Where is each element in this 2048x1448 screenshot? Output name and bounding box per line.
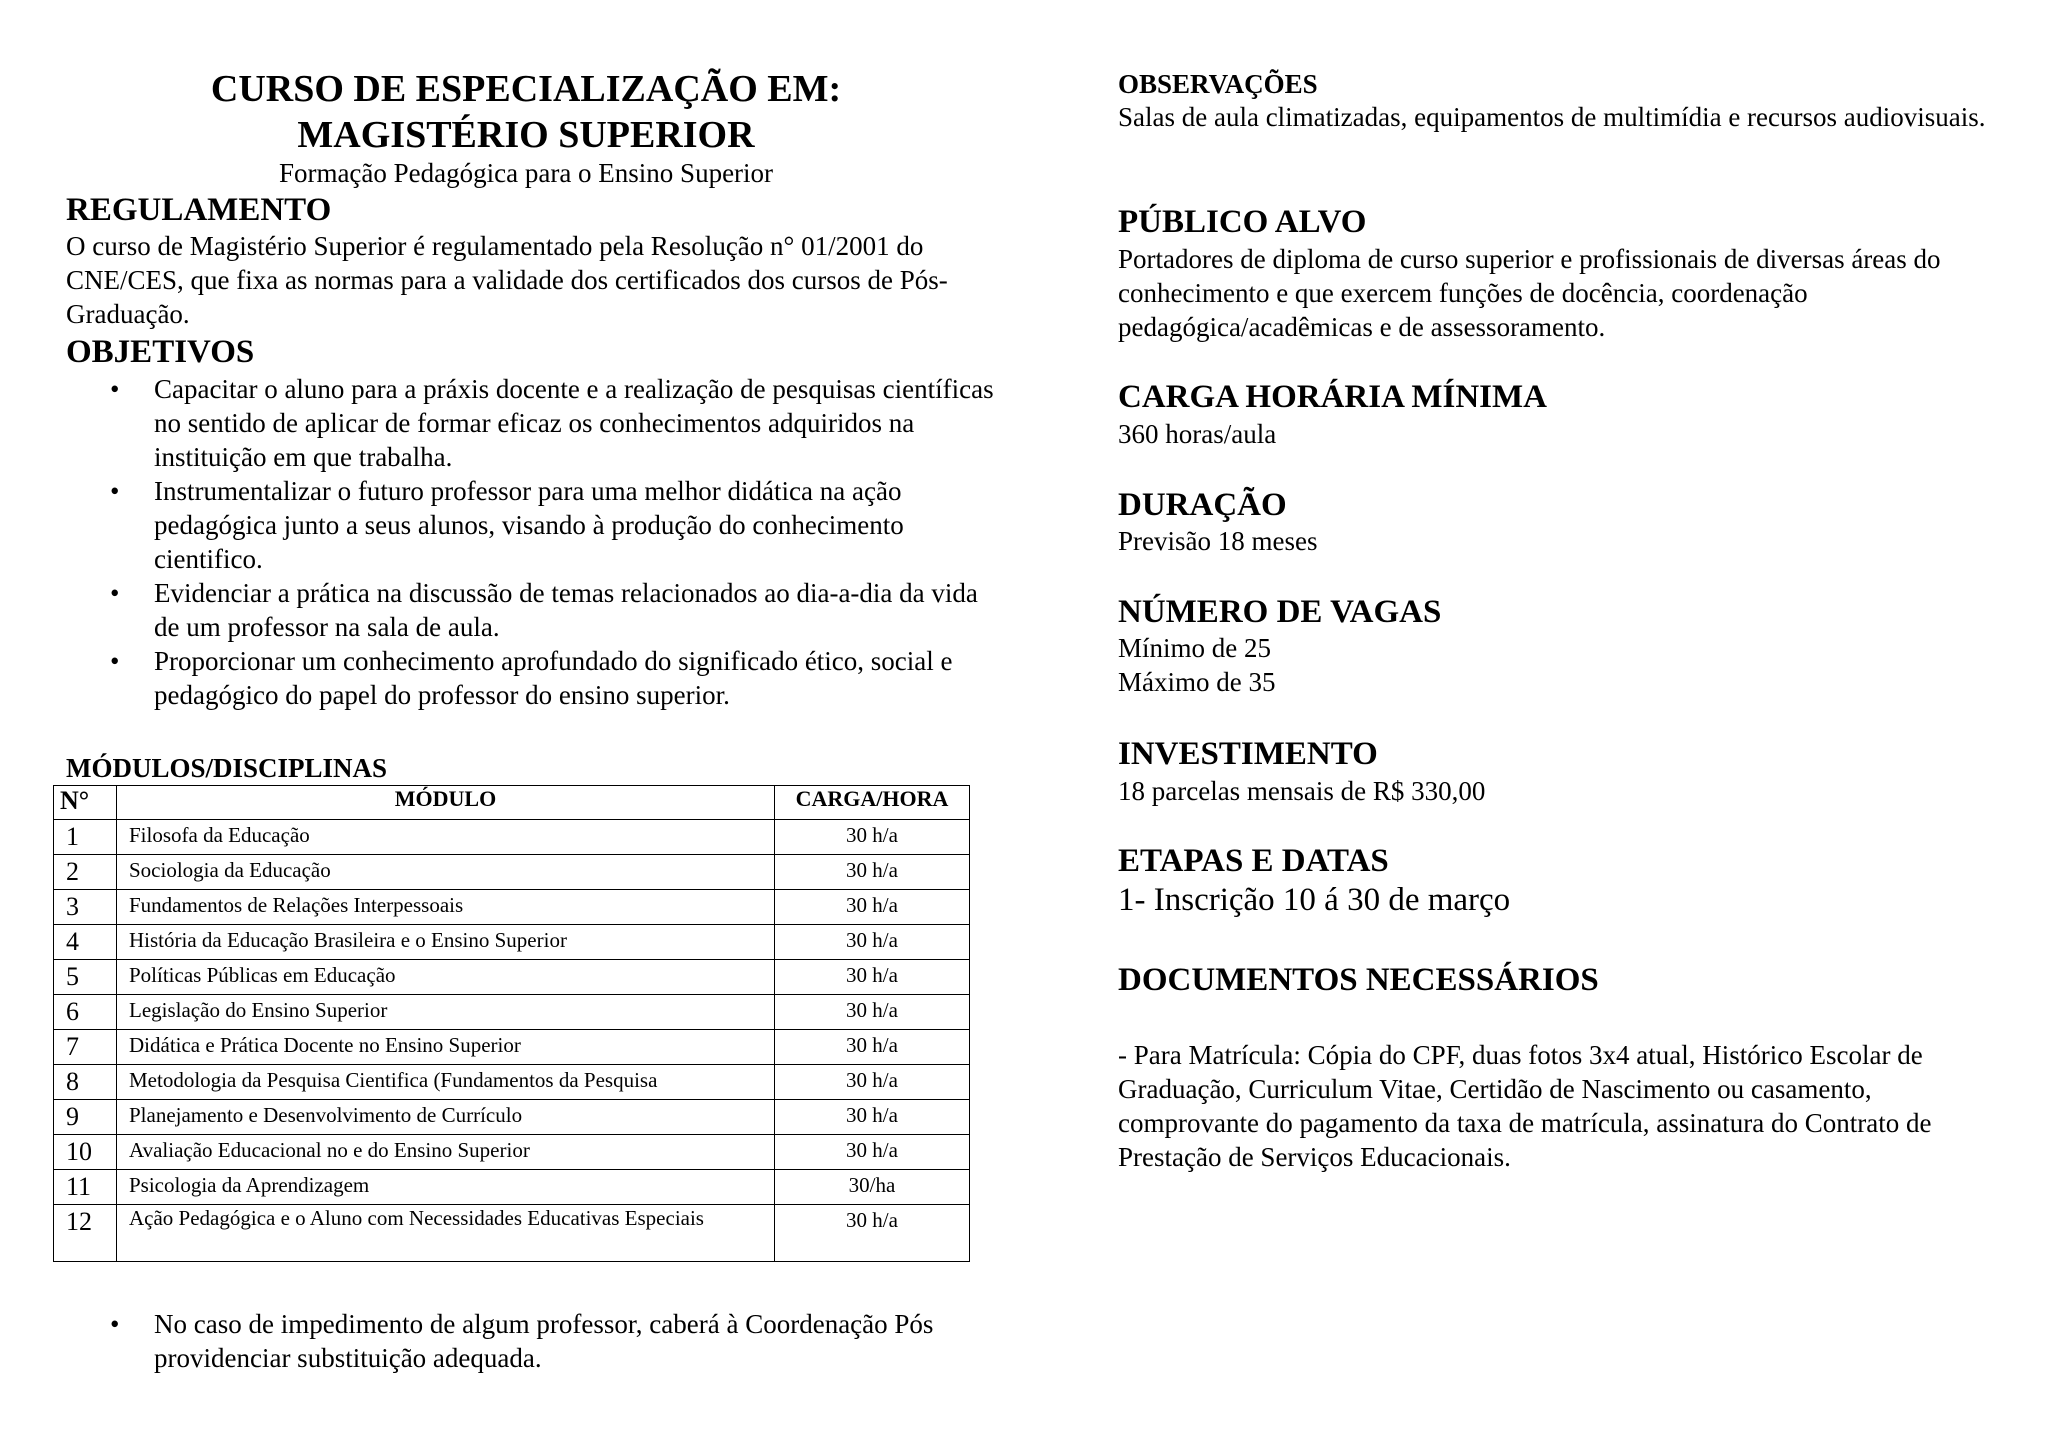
module-hours: 30 h/a [775,1030,970,1065]
table-header-row [54,786,970,820]
publico-alvo-text: Portadores de diploma de curso superior e profissionais de diversas áreas do conhecimento e que exercem funções de docência, coordenação pedagógica/acadêmicas e de assessoramento. [1118,244,1941,342]
row-number: 5 [54,960,117,995]
observacoes-heading: OBSERVAÇÕES [1118,69,1318,99]
module-name: Didática e Prática Docente no Ensino Superior [117,1030,775,1065]
etapas-heading: ETAPAS E DATAS [1118,843,1389,879]
module-name: História da Educação Brasileira e o Ensino Superior [117,925,775,960]
title-line-2: MAGISTÉRIO SUPERIOR [297,114,755,156]
title-line-1: CURSO DE ESPECIALIZAÇÃO EM: [210,68,842,110]
duracao-text: Previsão 18 meses [1118,526,1318,556]
row-number: 7 [54,1030,117,1065]
table-row [54,1170,970,1205]
list-item: • Proporcionar um conhecimento aprofundado do significado ético, social e pedagógico do papel do professor do ensino superior. [66,644,996,712]
list-item: • Instrumentalizar o futuro professor para uma melhor didática na ação pedagógica junto a seus alunos, visando à produção do conhecimento cientifico. [66,474,996,576]
row-number: 10 [54,1135,117,1170]
module-name: Fundamentos de Relações Interpessoais [117,890,775,925]
table-row [54,1030,970,1065]
module-hours: 30 h/a [775,1065,970,1100]
list-item: • Capacitar o aluno para a práxis docente e a realização de pesquisas científicas no sentido de aplicar de formar eficaz os conhecimentos adquiridos na instituição em que trabalha. [66,372,996,474]
observacoes-text: Salas de aula climatizadas, equipamentos de multimídia e recursos audiovisuais. [1118,102,1986,132]
table-row [54,890,970,925]
module-hours: 30 h/a [775,1135,970,1170]
module-name: Legislação do Ensino Superior [117,995,775,1030]
module-hours: 30 h/a [775,925,970,960]
modulos-heading: MÓDULOS/DISCIPLINAS [66,753,388,783]
module-hours: 30/ha [775,1170,970,1205]
documentos-heading: DOCUMENTOS NECESSÁRIOS [1118,962,1599,998]
module-name: Sociologia da Educação [117,855,775,890]
module-name: Metodologia da Pesquisa Cientifica (Fundamentos da Pesquisa [117,1065,775,1100]
carga-horaria-text: 360 horas/aula [1118,419,1277,449]
module-name: Ação Pedagógica e o Aluno com Necessidades Educativas Especiais [117,1205,775,1262]
module-name: Filosofa da Educação [117,820,775,855]
module-hours: 30 h/a [775,890,970,925]
vagas-min: Mínimo de 25 [1118,633,1271,663]
row-number: 8 [54,1065,117,1100]
table-row [54,855,970,890]
row-number: 12 [54,1205,117,1262]
row-number: 6 [54,995,117,1030]
table-row [54,925,970,960]
module-name: Planejamento e Desenvolvimento de Currículo [117,1100,775,1135]
row-number: 9 [54,1100,117,1135]
module-name: Avaliação Educacional no e do Ensino Superior [117,1135,775,1170]
column-header: CARGA/HORA [775,786,970,820]
column-header: N° [54,786,117,820]
row-number: 3 [54,890,117,925]
page-title [66,66,986,158]
publico-alvo-heading: PÚBLICO ALVO [1118,204,1367,240]
investimento-heading: INVESTIMENTO [1118,736,1378,772]
vagas-max: Máximo de 35 [1118,667,1276,697]
table-row [54,1135,970,1170]
module-name: Psicologia da Aprendizagem [117,1170,775,1205]
investimento-text: 18 parcelas mensais de R$ 330,00 [1118,776,1486,806]
modulos-note-list [66,1307,996,1375]
table-row [54,1100,970,1135]
module-hours: 30 h/a [775,1100,970,1135]
row-number: 2 [54,855,117,890]
row-number: 4 [54,925,117,960]
module-name: Políticas Públicas em Educação [117,960,775,995]
table-row [54,820,970,855]
module-hours: 30 h/a [775,820,970,855]
list-item: • No caso de impedimento de algum professor, caberá à Coordenação Pós providenciar substituição adequada. [66,1307,996,1375]
vagas-heading: NÚMERO DE VAGAS [1118,594,1442,630]
list-item: • Evidenciar a prática na discussão de temas relacionados ao dia-a-dia da vida de um professor na sala de aula. [66,576,996,644]
modulos-table [53,785,970,1262]
module-hours: 30 h/a [775,1205,970,1262]
documentos-text: - Para Matrícula: Cópia do CPF, duas fotos 3x4 atual, Histórico Escolar de Graduação, Curriculum Vitae, Certidão de Nascimento ou casamento, comprovante do pagamento da taxa de matrícula, assinatura do Contrato de Prestação de Serviços Educacionais. [1118,1040,1932,1172]
objetivos-heading: OBJETIVOS [66,334,255,370]
table-row [54,1065,970,1100]
table-row [54,960,970,995]
etapas-text: 1- Inscrição 10 á 30 de março [1118,882,1511,918]
module-hours: 30 h/a [775,855,970,890]
page-subtitle: Formação Pedagógica para o Ensino Superior [278,158,774,188]
module-hours: 30 h/a [775,960,970,995]
regulamento-text: O curso de Magistério Superior é regulamentado pela Resolução n° 01/2001 do CNE/CES, que fixa as normas para a validade dos certificados dos cursos de Pós-Graduação. [66,231,948,329]
row-number: 1 [54,820,117,855]
table-row [54,1205,970,1262]
row-number: 11 [54,1170,117,1205]
table-row [54,995,970,1030]
objetivos-list [66,372,996,712]
column-header: MÓDULO [117,786,775,820]
module-hours: 30 h/a [775,995,970,1030]
carga-horaria-heading: CARGA HORÁRIA MÍNIMA [1118,379,1547,415]
regulamento-heading: REGULAMENTO [66,192,332,228]
duracao-heading: DURAÇÃO [1118,487,1287,523]
